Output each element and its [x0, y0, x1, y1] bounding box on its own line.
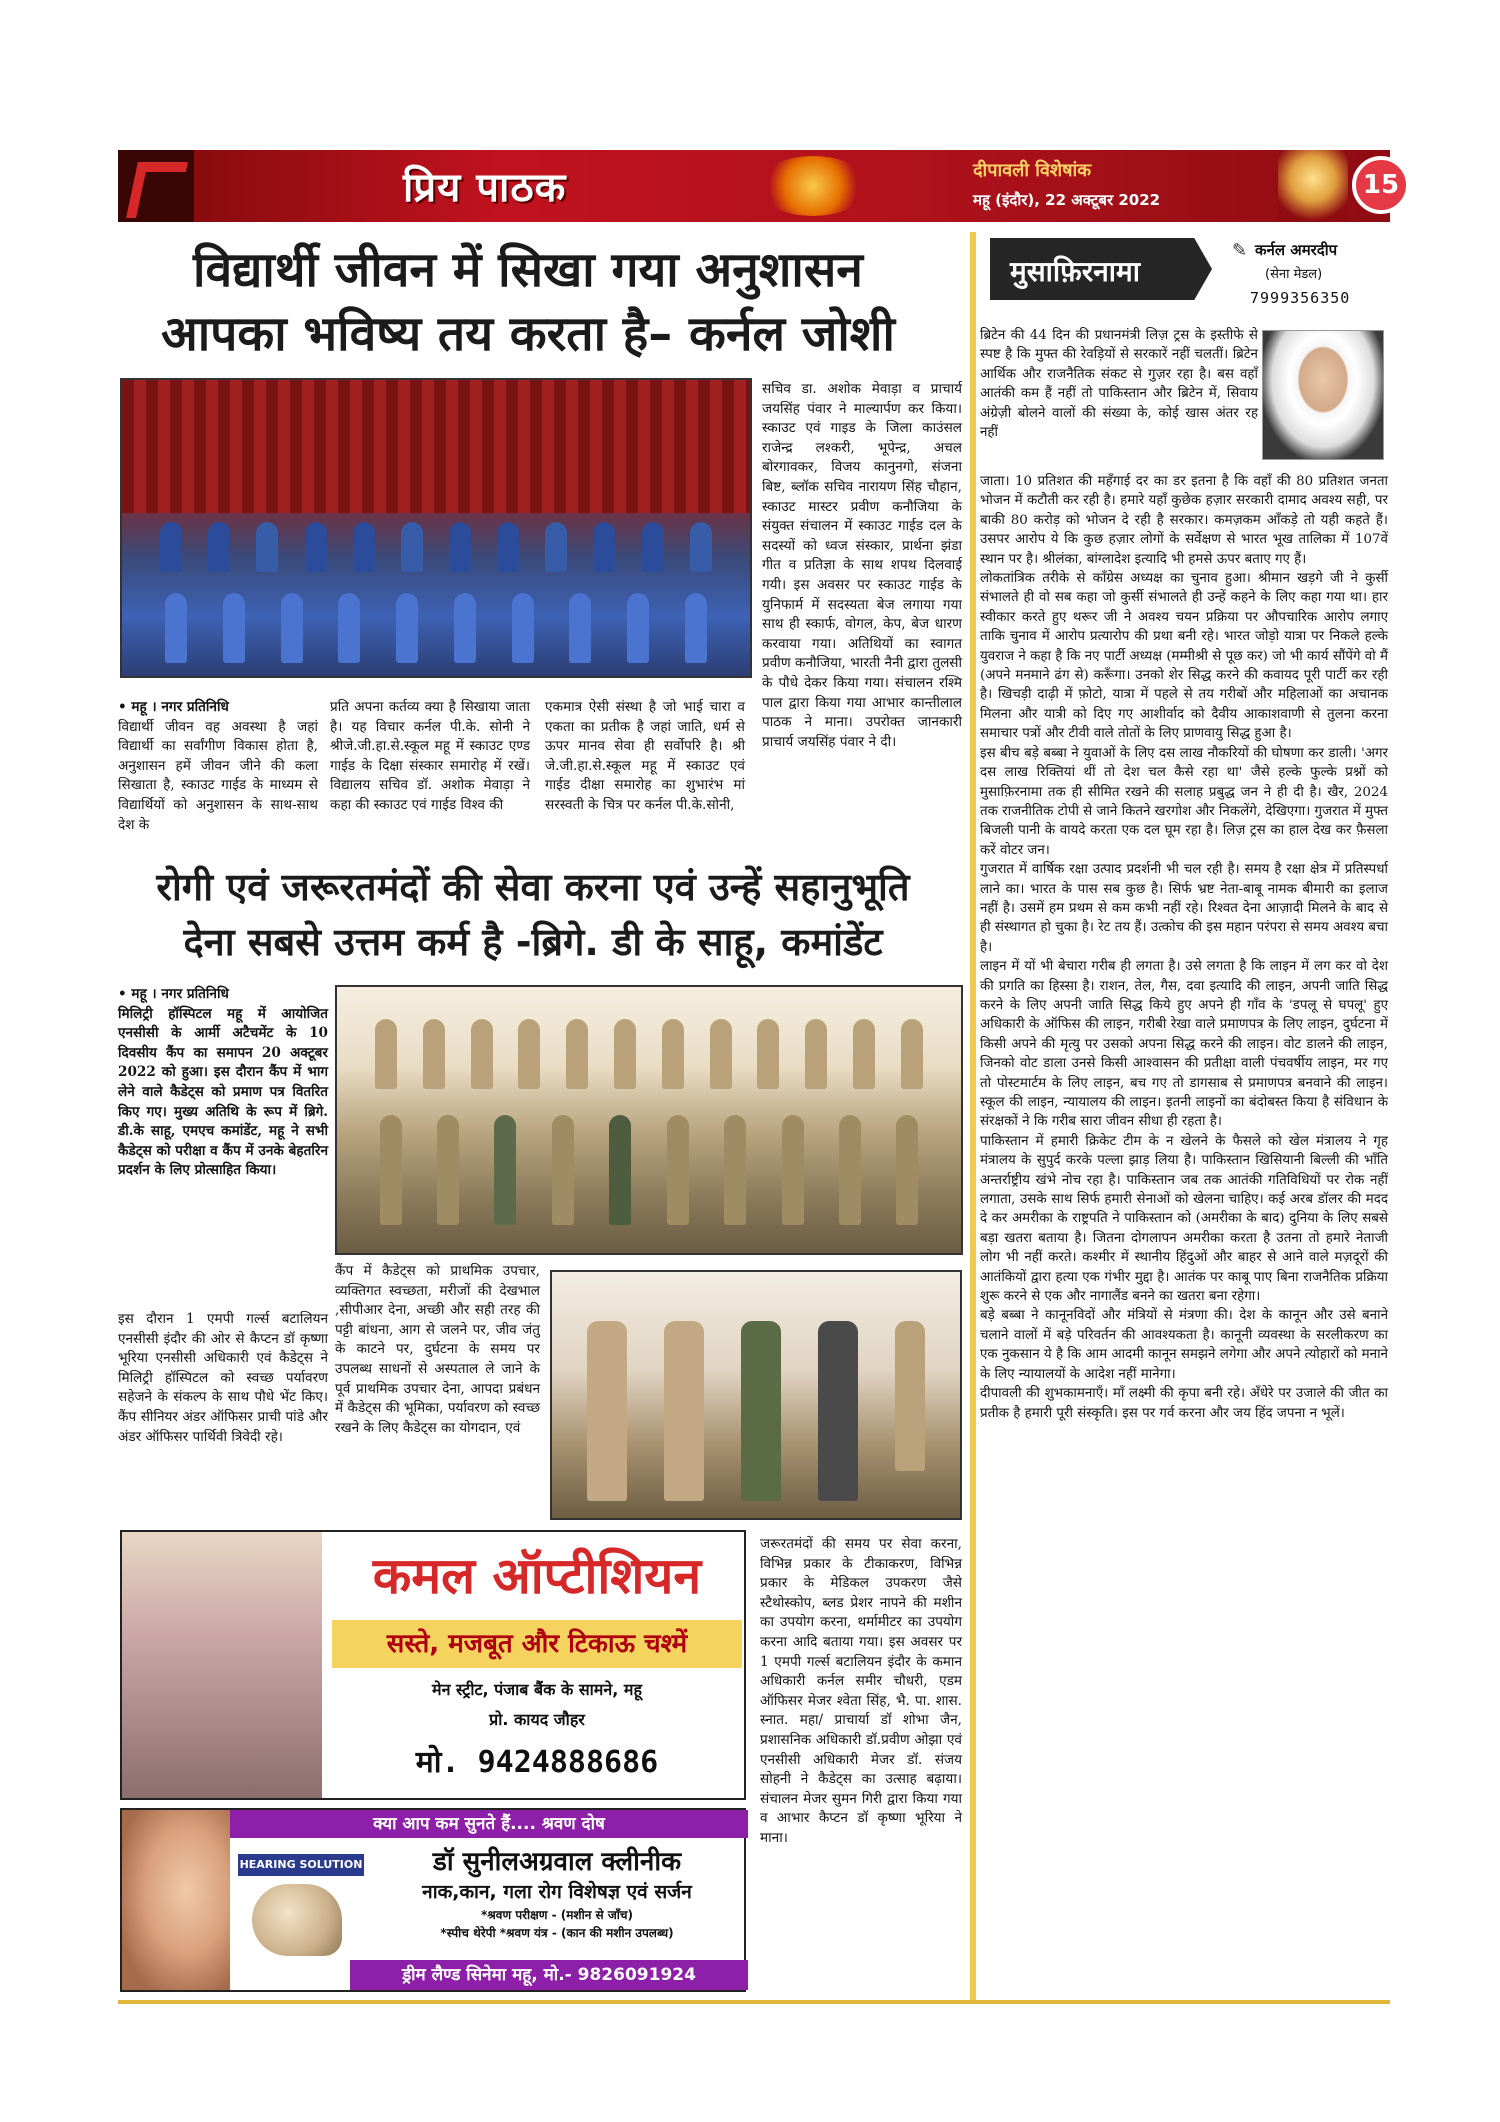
story1-column3 [545, 698, 745, 816]
story1-column1 [118, 698, 318, 835]
column-divider [970, 232, 976, 2002]
column-author-rank: (सेना मेडल) [1265, 267, 1323, 282]
ear-photo [122, 1810, 230, 1990]
diya-decoration-icon [758, 156, 868, 216]
lakshmi-image [1278, 150, 1348, 222]
column-author-phone: 7999356350 [1250, 289, 1351, 307]
clinic-advertisement [120, 1808, 746, 1992]
story2-lead-text: मिलिट्री हॉस्पिटल महू में आयोजित एनसीसी के आर्मी अटैचमेंट के 10 दिवसीय कैंप का समापन 20 अक्टूबर 2022 को हुआ। इस दौरान कैंप में भाग लेने वाले कैडेट्स को प्रमाण पत्र वितरित किए गए। मुख्य अतिथि के रूप में ब्रिगे. डी.के साहू, एमएच कमांडेंट, महू ने सभी कैडेट्स को परीक्षा व कैंप में उनके बेहतरिन प्रदर्शन के लिए प्रोत्साहित किया। [118, 1005, 328, 1179]
column-title: मुसाफ़िरनामा [1010, 255, 1141, 288]
story1-headline-line2: आपका भविष्य तय करता है– कर्नल जोशी [161, 306, 895, 362]
clinic-ad-header: क्या आप कम सुनते हैं.... श्रवण दोष [230, 1810, 748, 1838]
story1-byline: • महू । नगर प्रतिनिधि [118, 699, 229, 715]
story2-col1b-text: इस दौरान 1 एमपी गर्ल्स बटालियन एनसीसी इंदौर की ओर से कैप्टन डॉ कृष्णा भूरिया एनसीसी अधिकारी एवं कैडेट्स ने मिलिट्री हॉस्पिटल को स्वच्छ पर्यावरण सहेजने के संकल्प के साथ पौधे भेंट किए। कैंप सीनियर अंडर ऑफिसर प्राची पांडे और अंडर ऑफिसर पार्थिवी त्रिवेदी रहे। [118, 1311, 328, 1445]
edition-date: महू (इंदौर), 22 अक्टूबर 2022 [973, 191, 1161, 209]
optician-shop-photo [122, 1532, 322, 1798]
special-edition-label: दीपावली विशेषांक [973, 160, 1092, 181]
story1-col3-text: एकमात्र ऐसी संस्था है जो भाई चारा व एकता का प्रतीक है जहां जाति, धर्म से ऊपर मानव सेवा ही सर्वोपरि है। श्री जे.जी.हा.से.स्कूल महू में स्काउट एवं गाईड दीक्षा समारोह का शुभारंभ मां सरस्वती के चित्र पर कर्नल पी.के.सोनी, [545, 699, 745, 813]
optician-name: कमल ऑप्टीशियन [372, 1547, 702, 1605]
column-paragraph: पाकिस्तान में हमारी क्रिकेट टीम के न खेलने के फैसले को खेल मंत्रालय ने गृह मंत्रालय के सुपुर्द करके पल्ला झाड़ लिया है। पाकिस्तान खिसियानी बिल्ली की भाँति अन्तर्राष्ट्रीय खंभे नोच रहा है। पाकिस्तान जब तक आतंकी गतिविधियों पर रोक नहीं लगाता, उसके साथ सिर्फ हमारी सेनाओं को खेलना चाहिए। कई अरब डॉलर की मदद दे कर अमरीका के राष्ट्रपति ने पाकिस्तान को (अमरीका के बाद) दुनिया के लिए सबसे बड़ा खतरा बताया है। जितना दोगलापन अमरीका करता है उतना तो हमारे नेताजी लोग भी नहीं करते। कश्मीर में स्थानीय हिंदुओं और बाहर से आने वाले मज़दूरों की आतंकियों द्वारा हत्या एक गंभीर मुद्दा है। आतंक पर काबू पाए बिना राजनैतिक प्रक्रिया शुरू करने से एक और नागालैंड बनने का खतरा बना रहेगा। [980, 1133, 1388, 1305]
story2-lead-column [118, 985, 328, 1181]
column-paragraph: लोकतांत्रिक तरीके से कॉंग्रेस अध्यक्ष का चुनाव हुआ। श्रीमान खड़गे जी ने कुर्सी संभालते ही वो सब कहा जो कुर्सी संभालते ही उन्हें कहने के लिए कहा गया था। हार स्वीकार करते हुए थरूर जी ने अवश्य चयन प्रक्रिया पर औपचारिक आरोप लगाए ताकि चुनाव में आरोप प्रत्यारोप की प्रथा बनी रहे। भारत जोड़ो यात्रा पर निकले हल्के युवराज ने कहा है कि नए पार्टी अध्यक्ष (मम्मीश्री से पूछ कर) जो भी कार्य सौंपेंगे वो मैं (अपने मनमाने ढंग से) करूँगा। उनको शेर सिद्ध करने की कवायद पूरी पार्टी कर रही है। खिचड़ी दाढ़ी में फ़ोटो, यात्रा में पहले से तय गरीबों और महिलाओं का अचानक मिलना और यात्री को दिए गए आशीर्वाद को दैवीय आकाशवाणी से तुलना करना समाचार पत्रों और टीवी वाले तोतों के लिए प्राणवायु सिद्ध हुआ है। [980, 571, 1388, 742]
story2-col3-text: जरूरतमंदों की समय पर सेवा करना, विभिन्न प्रकार के टीकाकरण, विभिन्न प्रकार के मेडिकल उपकरण जैसे स्टैथोस्कोप, ब्लड प्रेशर नापने की मशीन का उपयोग करना, थर्मामीटर का उपयोग करना आदि बताया गया। इस अवसर पर 1 एमपी गर्ल्स बटालियन इंदौर के कमान अधिकारी कर्नल समीर चौधरी, एडम ऑफिसर मेजर श्वेता सिंह, भै. पा. शास. स्नात. महा/ प्राचार्या डॉ शोभा जैन, प्रशासनिक अधिकारी डॉ.प्रवीण ओझा एवं एनसीसी अधिकारी मेजर डॉ. संजय सोहनी ने कैडेट्स का उत्साह बढ़ाया। संचालन मेजर सुमन गिरी द्वारा किया गया व आभार कैप्टन डॉ कृष्णा भूरिया ने माना। [760, 1536, 962, 1846]
column-paragraph: दीपावली की शुभकामनाएँ। माँ लक्ष्मी की कृपा बनी रहे। अँधेरे पर उजाले की जीत का प्रतीक है हमारी पूरी संस्कृति। इस पर गर्व करना और जय हिंद जपना न भूलें। [980, 1386, 1388, 1421]
story1-headline-line1: विद्यार्थी जीवन में सिखा गया अनुशासन [193, 242, 863, 298]
clinic-address-phone: ड्रीम लैण्ड सिनेमा महू, मो.- 9826091924 [350, 1960, 748, 1990]
optician-proprietor: प्रो. कायद जौहर [489, 1710, 585, 1729]
story2-headline-line2: देना सबसे उत्तम कर्म है -ब्रिगे. डी के साहू, कमांडेंट [183, 920, 883, 964]
author-portrait [1262, 330, 1384, 460]
clinic-service-line2: *स्पीच थेरेपी *श्रवण यंत्र - (कान की मशीन उपलब्ध) [440, 1926, 674, 1940]
ncc-cadets-group-photo [335, 985, 963, 1255]
publication-logo [118, 150, 194, 222]
clinic-service-line1: *श्रवण परीक्षण - (मशीन से जाँच) [481, 1908, 633, 1922]
masthead [118, 150, 1400, 222]
column-intro-text: ब्रिटेन की 44 दिन की प्रधानमंत्री लिज़ ट्रस के इस्तीफे से स्पष्ट है कि मुफ्त की रेवड़ियों से सरकारें नहीं चलतीं। ब्रिटेन आर्थिक और राजनैतिक संकट से गुज़र रहा है। बस वहाँ आतंकी कम हैं नहीं तो पाकिस्तान और ब्रिटेन में, सिवाय अंग्रेज़ी बोलने वालों की संख्या के, कोई खास अंतर रह नहीं [980, 328, 1258, 441]
column-paragraph: जाता। 10 प्रतिशत की महँगाई दर का डर इतना है कि वहाँ की 80 प्रतिशत जनता भोजन में कटौती कर रही है। हमारे यहाँ कुछेक हज़ार सरकारी दामाद अवश्य सही, पर बाकी 80 करोड़ को भोजन दे रही है सरकार। कमज़कम आँकड़े तो यही कहते हैं। उसपर आरोप ये कि कुछ हज़ार लोगों के सर्वेक्षण से भारत भूख तालिका में 107वें स्थान पर है। श्रीलंका, बांग्लादेश इत्यादि भी हमसे ऊपर बताए गए हैं। [980, 474, 1388, 567]
story1-column2 [330, 698, 530, 816]
story2-column2 [335, 1262, 540, 1438]
pen-icon: ✎ [1232, 240, 1248, 261]
optician-tagline: सस्ते, मजबूत और टिकाऊ चश्में [332, 1620, 742, 1668]
clinic-speciality: नाक,कान, गला रोग विशेषज्ञ एवं सर्जन [422, 1881, 692, 1903]
story2-byline: • महू । नगर प्रतिनिधि [118, 986, 229, 1002]
story2-headline-line1: रोगी एवं जरूरतमंदों की सेवा करना एवं उन्हें सहानुभूति [156, 865, 910, 909]
optician-phone: मो. 9424888686 [415, 1745, 659, 1780]
clinic-name: डॉ सुनीलअग्रवाल क्लीनीक [432, 1847, 682, 1877]
plant-presentation-photo [550, 1270, 962, 1520]
story1-column4 [762, 380, 962, 752]
hearing-aid-icon [252, 1884, 342, 1956]
column-author: कर्नल अमरदीप [1255, 241, 1338, 259]
page-bottom-rule [118, 2000, 1390, 2004]
story2-column3 [760, 1535, 962, 1849]
column-paragraph: इस बीच बड़े बब्बा ने युवाओं के लिए दस लाख नौकरियों की घोषणा कर डाली। 'अगर दस लाख रिक्तियां थीं तो देश चल कैसे रहा था' जैसे हल्के फुल्के प्रश्नों को मुसाफ़िरनामा तक ही सीमित रखने की सलाह प्रबुद्ध जन ने ही दी है। खैर, 2024 तक राजनीतिक टोपी से जाने कितने खरगोश और निकलेंगे, देखिएगा। गुजरात में मुफ्त बिजली पानी के वायदे करता एक दल घूम रहा है। लिज़ ट्रस का हाल देख कर फ़ैसला करें वोटर जन। [980, 745, 1388, 858]
column-paragraph: लाइन में यों भी बेचारा गरीब ही लगता है। उसे लगता है कि लाइन में लग कर वो देश की प्रगति का हिस्सा है। राशन, तेल, गैस, दवा इत्यादि की लाइन, अपनी जाति सिद्ध करने के लिए अपनी जाति सिद्ध किये हुए अपने ही गाँव के 'डपलू से घपलू' हुए अधिकारी के ऑफिस की लाइन, गरीबी रेखा वाले प्रमाणपत्र के लिए लाइन, दुर्घटना में किसी अपने की मृत्यु पर उसको अपना सिद्ध करने की लाइन। वोट डालने की लाइन, जिनको वोट डाला उनसे किसी आश्वासन की प्रतीक्षा वाली पंचवर्षीय लाइन, मर गए तो पोस्टमार्टम के लिए लाइन, बच गए तो डागसाब से प्रमाणपत्र बनवाने की लाइन। स्कूल की लाइन, न्यायालय की लाइन। इतनी लाइनों का बंदोबस्त किया है संविधान के संरक्षकों ने कि गरीब सारा जीवन सीधा ही रहता है। [980, 959, 1388, 1130]
page-number: 15 [1352, 156, 1410, 214]
column-body [980, 472, 1388, 1423]
column-paragraph: बड़े बब्बा ने कानूनविदों और मंत्रियों से मंत्रणा की। देश के कानून और उसे बनाने चलाने वालों में बड़े परिवर्तन की आवश्यकता है। कानूनी व्यवस्था के सरलीकरण का एक नुकसान ये है कि आम आदमी कानून समझने लगेगा और अपने त्योहारों को मनाने के लिए न्यायालयों के आदेश नहीं मानेगा। [980, 1308, 1388, 1382]
column-paragraph: गुजरात में वार्षिक रक्षा उत्पाद प्रदर्शनी भी चल रही है। समय है रक्षा क्षेत्र में प्रतिस्पर्धा लाने का। भारत के पास सब कुछ है। सिर्फ भ्रष्ट नेता-बाबू नामक बीमारी का इलाज नहीं है। उसमें हम प्रथम से कम कभी नहीं रहे। रिश्वत देना आज़ादी मिलने के बाद से ही संस्थागत हो चुका है। रेट तय हैं। उत्कोच की इस महान परंपरा से समय अवश्य बचा है। [980, 862, 1388, 955]
story2-column1b [118, 1310, 328, 1447]
story1-col4-text: सचिव डा. अशोक मेवाड़ा व प्राचार्य जयसिंह पंवार ने माल्यार्पण कर किया। स्काउट एवं गाइड के जिला काउंसल राजेन्द्र लश्करी, भूपेन्द्र, अचल बोरगावकर, विजय कानुनगो, संजना बिष्ट, ब्लॉक सचिव नारायण सिंह चौहान, स्काउट मास्टर प्रवीण कनौजिया के संयुक्त संचालन में स्काउट गाईड दल के सदस्यों को ध्वज संस्कार, प्रार्थना झंडा गीत व प्रतिज्ञा के साथ शपथ दिलवाई गयी। इस अवसर पर स्काउट गाईड के युनिफार्म में सदस्यता बेज लगाया गया साथ ही स्कार्फ, वोगल, केप, बेज धारण करवाया गया। अतिथियों का स्वागत प्रवीण कनौजिया, भारती नैनी द्वारा तुलसी के पौधे देकर किया गया। संचालन रश्मि पाल द्वारा किया गया आभार कान्तीलाल पाठक ने माना। उपरोक्त जानकारी प्राचार्य जयसिंह पंवार ने दी। [762, 381, 962, 750]
hearing-solution-badge: HEARING SOLUTION [238, 1854, 364, 1876]
column-intro [980, 326, 1258, 442]
optician-address: मेन स्ट्रीट, पंजाब बैंक के सामने, महू [432, 1680, 642, 1699]
section-title: प्रिय पाठक [403, 165, 567, 211]
story1-col2-text: प्रति अपना कर्तव्य क्या है सिखाया जाता है। यह विचार कर्नल पी.के. सोनी ने श्रीजे.जी.हा.से.स्कूल महू में स्काउट एण्ड गाईड के दिक्षा संस्कार समारोह में रखें। विद्यालय सचिव डॉ. अशोक मेवाड़ा ने कहा की स्काउट एवं गाईड विश्व की [330, 699, 530, 813]
optician-advertisement [120, 1530, 746, 1800]
story1-col1-text: विद्यार्थी जीवन वह अवस्था है जहां विद्यार्थी का सर्वांगीण विकास होता है, अनुशासन हमें जीवन जीने की कला सिखाता है, स्काउट गाईड के माध्यम से विद्यार्थियों को अनुशासन के साथ-साथ देश के [118, 718, 318, 833]
scout-guide-group-photo [120, 378, 752, 678]
story2-col2-text: कैंप में कैडेट्स को प्राथमिक उपचार, व्यक्तिगत स्वच्छता, मरीजों की देखभाल ,सीपीआर देना, अच्छी और सही तरह की पट्टी बांधना, आग से जलने पर, जीव जंतु के काटने पर, दुर्घटना के समय पर उपलब्ध साधनों से अस्पताल ले जाने के पूर्व प्राथमिक उपचार देना, आपदा प्रबंधन में कैडेट्स की भूमिका, पर्यावरण को स्वच्छ रखने के लिए कैडेट्स का योगदान, एवं [335, 1263, 540, 1436]
